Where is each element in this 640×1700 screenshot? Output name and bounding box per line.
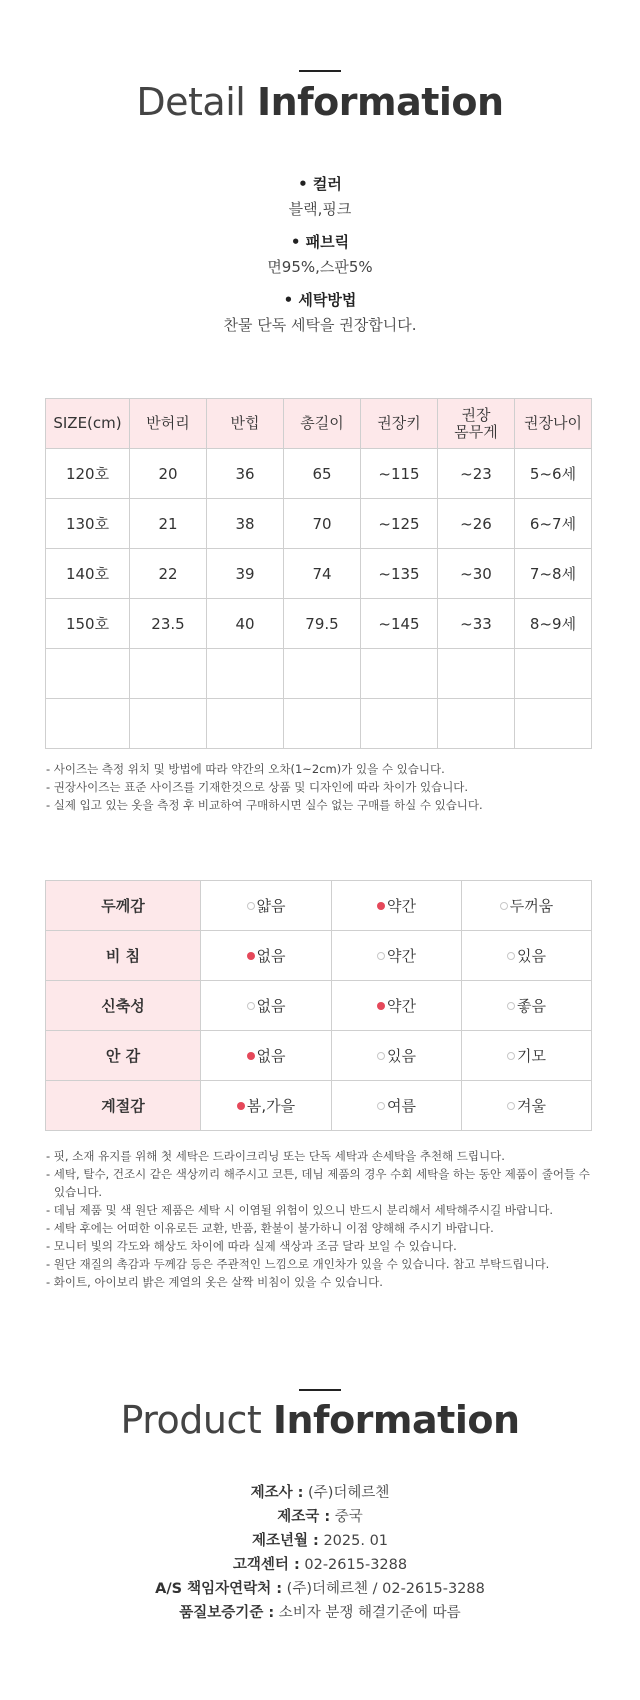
feel-option-label: 없음 [256, 1047, 286, 1065]
feel-option-cell [332, 931, 462, 981]
size-table-cell [207, 699, 284, 749]
feel-option-label: 있음 [517, 947, 546, 965]
size-table-cell [284, 699, 361, 749]
detail-title-light: Detail [136, 80, 246, 124]
size-table-cell: 74 [284, 549, 361, 599]
care-note: - 데님 제품 및 색 원단 제품은 세탁 시 이염될 위험이 있으니 반드시 분리해서 세탁해주시길 바랍니다. [46, 1203, 553, 1217]
product-info-row: 제조국 : 중국 [277, 1509, 363, 1525]
feel-option [377, 1095, 416, 1116]
size-note: - 사이즈는 측정 위치 및 방법에 따라 약간의 오차(1~2cm)가 있을 수 있습니다. [46, 762, 445, 776]
feel-option-label: 기모 [517, 1047, 546, 1065]
size-table-row [46, 549, 592, 599]
feel-option-label: 봄,가을 [246, 1097, 296, 1115]
unselected-dot-icon [507, 1102, 515, 1110]
size-table-cell: 38 [207, 499, 284, 549]
feel-option-cell [201, 931, 332, 981]
feel-option-label: 있음 [387, 1047, 416, 1065]
feel-row [46, 931, 592, 981]
size-table-cell: ~125 [361, 499, 438, 549]
unselected-dot-icon [377, 1102, 385, 1110]
feel-option-label: 여름 [387, 1097, 416, 1115]
size-table-cell [130, 699, 207, 749]
size-note: - 권장사이즈는 표준 사이즈를 기재한것으로 상품 및 디자인에 따라 차이가 있습니다. [46, 780, 469, 794]
spec-label: • 세탁방법 [283, 291, 357, 309]
size-header-cell: SIZE(cm) [46, 399, 130, 449]
size-table-cell: 65 [284, 449, 361, 499]
feel-option-label: 없음 [256, 947, 286, 965]
feel-option-cell [201, 1081, 332, 1131]
size-table-cell: 79.5 [284, 599, 361, 649]
size-table-cell: 39 [207, 549, 284, 599]
product-title [0, 1398, 640, 1442]
care-note: - 세탁 후에는 어떠한 이유로든 교환, 반품, 환불이 불가하니 이점 양해해 주시기 바랍니다. [46, 1221, 494, 1235]
feel-option-cell [462, 931, 592, 981]
feel-label: 계절감 [46, 1081, 201, 1131]
feel-option-cell [462, 881, 592, 931]
size-table-cell [207, 649, 284, 699]
feel-option-cell [332, 981, 462, 1031]
size-table-cell: 120호 [46, 449, 130, 499]
size-table-cell [46, 649, 130, 699]
size-table-cell: 36 [207, 449, 284, 499]
size-table-cell [438, 649, 515, 699]
size-table-cell: ~33 [438, 599, 515, 649]
feel-option-label: 겨울 [517, 1097, 546, 1115]
size-table-cell: 70 [284, 499, 361, 549]
spec-value: 면95%,스판5% [267, 258, 373, 276]
size-table-cell: 7~8세 [515, 549, 592, 599]
product-info-list [0, 1481, 640, 1625]
size-table-header-row [46, 399, 592, 449]
spec-label: • 패브릭 [290, 233, 350, 251]
size-header-cell: 총길이 [284, 399, 361, 449]
feel-option [507, 995, 546, 1016]
unselected-dot-icon [507, 1052, 515, 1060]
feel-option-cell [462, 1081, 592, 1131]
size-table-cell: 22 [130, 549, 207, 599]
size-table-cell: ~30 [438, 549, 515, 599]
care-note: - 화이트, 아이보리 밝은 계열의 옷은 살짝 비침이 있을 수 있습니다. [46, 1275, 383, 1289]
feel-option-label: 얇음 [256, 897, 286, 915]
size-table-cell: ~23 [438, 449, 515, 499]
feel-label: 신축성 [46, 981, 201, 1031]
feel-option-cell [462, 1031, 592, 1081]
unselected-dot-icon [377, 1052, 385, 1060]
product-info-row: 품질보증기준 : 소비자 분쟁 해결기준에 따름 [179, 1605, 461, 1621]
feel-option [247, 1045, 286, 1066]
size-table-row [46, 649, 592, 699]
feel-label: 비 침 [46, 931, 201, 981]
selected-dot-icon [377, 1002, 385, 1010]
feel-option-label: 좋음 [517, 997, 546, 1015]
size-table-cell: 5~6세 [515, 449, 592, 499]
size-table-cell: 140호 [46, 549, 130, 599]
feel-option-cell [332, 881, 462, 931]
feel-option [507, 1095, 546, 1116]
unselected-dot-icon [377, 952, 385, 960]
size-table-cell [361, 649, 438, 699]
unselected-dot-icon [507, 1002, 515, 1010]
title-rule [299, 70, 341, 72]
spec-value: 찬물 단독 세탁을 권장합니다. [223, 316, 417, 334]
size-header-cell: 권장나이 [515, 399, 592, 449]
size-table-row [46, 499, 592, 549]
size-table-row [46, 449, 592, 499]
feel-label: 두께감 [46, 881, 201, 931]
size-header-cell: 권장 몸무게 [438, 399, 515, 449]
spec-label: • 컬러 [298, 175, 342, 193]
feel-row [46, 981, 592, 1031]
size-header-cell: 권장키 [361, 399, 438, 449]
size-header-cell: 반허리 [130, 399, 207, 449]
product-title-light: Product [120, 1398, 262, 1442]
size-table-cell: 20 [130, 449, 207, 499]
product-info-row: 제조사 : (주)더헤르첸 [250, 1485, 390, 1501]
feel-option [507, 945, 546, 966]
feel-option [507, 1045, 546, 1066]
feel-option-cell [201, 881, 332, 931]
feel-option-label: 없음 [256, 997, 286, 1015]
feel-option-cell [201, 1031, 332, 1081]
size-table-cell [515, 699, 592, 749]
feel-option [377, 945, 416, 966]
size-table-cell [284, 649, 361, 699]
feel-option [247, 995, 286, 1016]
title-rule [299, 1389, 341, 1391]
spec-wash [0, 289, 640, 335]
care-notes [46, 1147, 592, 1291]
size-table-cell [361, 699, 438, 749]
size-table-cell: ~115 [361, 449, 438, 499]
size-table-cell: ~135 [361, 549, 438, 599]
unselected-dot-icon [247, 1002, 255, 1010]
size-table-cell: 8~9세 [515, 599, 592, 649]
feel-option [500, 895, 553, 916]
spec-fabric [0, 231, 640, 277]
size-table-cell: ~145 [361, 599, 438, 649]
product-info-row: 고객센터 : 02-2615-3288 [232, 1557, 408, 1573]
size-table-row [46, 599, 592, 649]
feel-option-cell [462, 981, 592, 1031]
product-title-bold: Information [272, 1398, 520, 1442]
size-table-cell: 130호 [46, 499, 130, 549]
fabric-feel-table [45, 880, 592, 1131]
feel-option-cell [332, 1031, 462, 1081]
product-info-row: 제조년월 : 2025. 01 [251, 1533, 389, 1549]
selected-dot-icon [247, 952, 255, 960]
feel-label: 안 감 [46, 1031, 201, 1081]
feel-option [377, 1045, 416, 1066]
size-table-cell: 40 [207, 599, 284, 649]
selected-dot-icon [237, 1102, 245, 1110]
feel-option-label: 약간 [387, 997, 416, 1015]
size-table-cell [438, 699, 515, 749]
unselected-dot-icon [247, 902, 255, 910]
feel-option [237, 1095, 295, 1116]
care-note: - 핏, 소재 유지를 위해 첫 세탁은 드라이크리닝 또는 단독 세탁과 손세탁을 추천해 드립니다. [46, 1149, 505, 1163]
product-info-row: A/S 책임자연락처 : (주)더헤르첸 / 02-2615-3288 [155, 1581, 485, 1597]
detail-title-bold: Information [256, 80, 504, 124]
size-table-cell [515, 649, 592, 699]
feel-option [377, 995, 416, 1016]
care-note: - 원단 재질의 촉감과 두께감 등은 주관적인 느낌으로 개인차가 있을 수 있습니다. 참고 부탁드립니다. [46, 1257, 550, 1271]
size-table-cell [130, 649, 207, 699]
unselected-dot-icon [507, 952, 515, 960]
feel-row [46, 881, 592, 931]
size-table-row [46, 699, 592, 749]
size-table-cell: ~26 [438, 499, 515, 549]
selected-dot-icon [377, 902, 385, 910]
detail-title [0, 80, 640, 124]
care-note: - 모니터 빛의 각도와 해상도 차이에 따라 실제 색상과 조금 달라 보일 수 있습니다. [46, 1239, 457, 1253]
size-header-cell: 반힙 [207, 399, 284, 449]
size-notes [46, 760, 606, 814]
feel-option-cell [201, 981, 332, 1031]
care-note: - 세탁, 탈수, 건조시 같은 색상끼리 해주시고 코튼, 데님 제품의 경우 수회 세탁을 하는 동안 제품이 줄어들 수 있습니다. [46, 1167, 590, 1199]
size-table-cell [46, 699, 130, 749]
feel-option [247, 895, 286, 916]
unselected-dot-icon [500, 902, 508, 910]
feel-option [377, 895, 416, 916]
feel-option [247, 945, 286, 966]
size-note: - 실제 입고 있는 옷을 측정 후 비교하여 구매하시면 실수 없는 구매를 하실 수 있습니다. [46, 798, 483, 812]
size-table-cell: 150호 [46, 599, 130, 649]
size-table-cell: 23.5 [130, 599, 207, 649]
feel-row [46, 1081, 592, 1131]
feel-row [46, 1031, 592, 1081]
size-table [45, 398, 592, 749]
size-table-cell: 6~7세 [515, 499, 592, 549]
spec-color [0, 173, 640, 219]
feel-option-label: 약간 [387, 947, 416, 965]
spec-value: 블랙,핑크 [288, 200, 352, 218]
feel-option-label: 두꺼움 [509, 897, 554, 915]
selected-dot-icon [247, 1052, 255, 1060]
feel-option-label: 약간 [387, 897, 416, 915]
size-table-cell: 21 [130, 499, 207, 549]
feel-option-cell [332, 1081, 462, 1131]
